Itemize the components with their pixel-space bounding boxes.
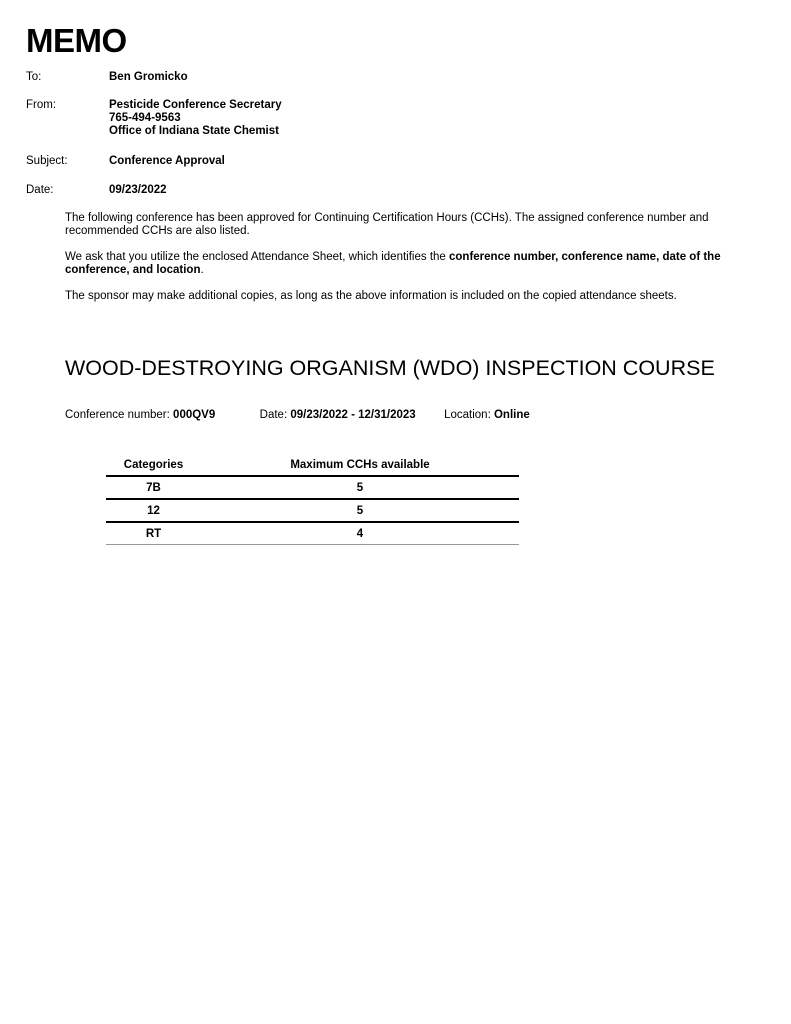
to-label: To: [26, 71, 42, 83]
subject-value: Conference Approval [109, 155, 225, 167]
conference-number: 000QV9 [173, 409, 216, 421]
from-line: Office of Indiana State Chemist [109, 125, 279, 137]
from-line: 765-494-9563 [109, 112, 181, 124]
memo-title: MEMO [26, 22, 127, 59]
conference-date: 09/23/2022 - 12/31/2023 [290, 409, 416, 421]
category-cell: RT [106, 522, 201, 545]
p2-prefix: We ask that you utilize the enclosed Attendance Sheet, which identifies the [65, 251, 449, 263]
conference-info [65, 409, 530, 421]
from-label: From: [26, 99, 57, 111]
cch-cell: 5 [201, 499, 519, 522]
paragraph-attendance [65, 251, 745, 277]
header-max-cchs: Maximum CCHs available [201, 454, 519, 476]
table-header-row [106, 454, 519, 476]
paragraph-approval: The following conference has been approved for Continuing Certification Hours (CCHs). The assigned conference number and recommended CCHs are also listed. [65, 212, 709, 237]
table-row [106, 522, 519, 545]
p2-suffix: . [200, 264, 204, 276]
subject-label: Subject: [26, 155, 68, 167]
table-row [106, 499, 519, 522]
from-line: Pesticide Conference Secretary [109, 99, 282, 111]
conference-location: Online [493, 409, 530, 421]
cch-table [106, 454, 519, 545]
date-label: Date: [26, 184, 54, 196]
category-cell: 12 [106, 499, 201, 522]
category-cell: 7B [106, 476, 201, 499]
cch-cell: 5 [201, 476, 519, 499]
number-label: Conference number: [65, 409, 174, 421]
paragraph-copies: The sponsor may make additional copies, as long as the above information is included on the copied attendance sheets. [65, 290, 677, 302]
to-value: Ben Gromicko [109, 71, 188, 83]
p2-bold: conference number, conference name, date of the conference, and location [65, 251, 721, 276]
date-value: 09/23/2022 [109, 184, 167, 196]
from-value [109, 99, 282, 138]
conf-date-label: Date: [259, 409, 291, 421]
table-row [106, 476, 519, 499]
header-categories: Categories [106, 454, 201, 476]
cch-cell: 4 [201, 522, 519, 545]
conference-name: WOOD-DESTROYING ORGANISM (WDO) INSPECTION COURSE [65, 356, 715, 380]
location-label: Location: [444, 409, 494, 421]
